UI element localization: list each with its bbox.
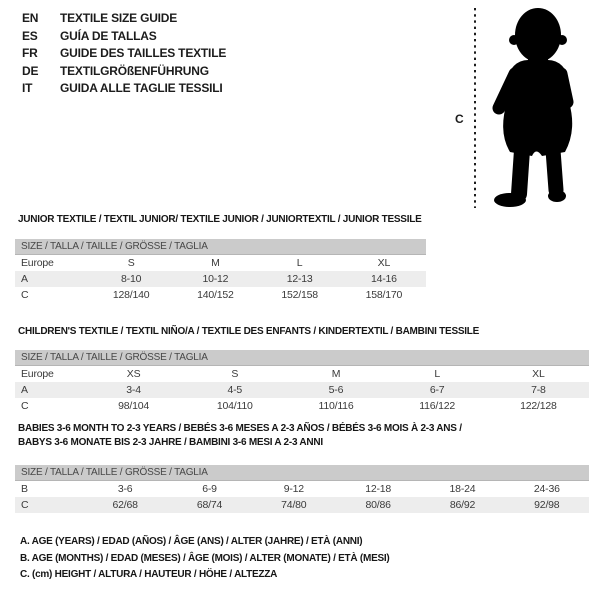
language-row	[22, 63, 226, 81]
value-cell: 152/158	[281, 289, 318, 301]
row-label-cell: Europe	[21, 368, 54, 380]
value-cell: 6-9	[202, 483, 217, 495]
value-cell: L	[296, 257, 303, 269]
baby-silhouette	[494, 8, 572, 207]
language-title: GUIDA ALLE TAGLIE TESSILI	[60, 81, 223, 95]
baby-height-figure	[448, 2, 596, 214]
value-cell: 62/68	[112, 499, 138, 511]
table-title-line: CHILDREN'S TEXTILE / TEXTIL NIÑO/A / TEXTILE DES ENFANTS / KINDERTEXTIL / BAMBINI TESSILE	[18, 326, 480, 337]
language-code: ES	[22, 28, 38, 43]
table-row	[15, 398, 589, 414]
table-row	[15, 382, 589, 398]
value-cell: 6-7	[429, 384, 445, 396]
table-row	[15, 366, 589, 382]
value-cell: 10-12	[202, 273, 229, 285]
value-cell: 24-36	[533, 483, 560, 495]
value-cell: 128/140	[112, 289, 150, 301]
size-table-section-babies	[15, 422, 589, 513]
value-cell: XL	[377, 257, 391, 269]
row-label-cell: A	[21, 384, 28, 396]
size-table-section-junior	[15, 213, 426, 303]
language-row	[22, 45, 226, 63]
language-code: DE	[22, 63, 39, 78]
value-cell: M	[331, 368, 341, 380]
value-cell: L	[434, 368, 440, 380]
row-label-cell: B	[21, 483, 28, 495]
table-row	[15, 481, 589, 497]
value-cell: 140/152	[197, 289, 234, 301]
table-row	[15, 497, 589, 513]
baby-figure-svg	[448, 2, 596, 214]
table-row	[15, 255, 426, 271]
table-row	[15, 271, 426, 287]
value-cell: M	[211, 257, 220, 269]
value-cell: 80/86	[365, 499, 391, 511]
language-list	[22, 10, 226, 98]
size-header-bar: SIZE / TALLA / TAILLE / GRÖSSE / TAGLIA	[15, 239, 426, 255]
table-title-line: BABYS 3-6 MONATE BIS 2-3 JAHRE / BAMBINI 3-6 MESI A 2-3 ANNI	[18, 437, 323, 448]
value-cell: 158/170	[365, 289, 403, 301]
size-table	[15, 255, 426, 303]
value-cell: 104/110	[216, 400, 253, 412]
row-label-cell: C	[21, 289, 29, 301]
size-table-section-children	[15, 325, 589, 414]
size-header-bar: SIZE / TALLA / TAILLE / GRÖSSE / TAGLIA	[15, 465, 589, 481]
value-cell: 8-10	[121, 273, 142, 285]
value-cell: S	[231, 368, 239, 380]
language-title: TEXTILE SIZE GUIDE	[60, 11, 178, 25]
legend-line: C. (cm) HEIGHT / ALTURA / HAUTEUR / HÖHE / ALTEZZA	[20, 569, 278, 580]
language-row	[22, 10, 226, 28]
measurement-legend	[20, 534, 390, 584]
value-cell: XS	[126, 368, 141, 380]
value-cell: 3-6	[117, 483, 133, 495]
legend-line: B. AGE (MONTHS) / EDAD (MESES) / ÂGE (MOIS) / ALTER (MONATE) / ETÀ (MESI)	[20, 552, 390, 564]
value-cell: S	[127, 257, 135, 269]
value-cell: 122/128	[520, 400, 557, 412]
legend-line: A. AGE (YEARS) / EDAD (AÑOS) / ÂGE (ANS) / ALTER (JAHRE) / ETÀ (ANNI)	[20, 536, 363, 547]
table-title	[18, 325, 589, 339]
value-cell: 12-18	[365, 483, 392, 495]
table-row	[15, 287, 426, 303]
value-cell: 86/92	[449, 499, 476, 511]
value-cell: 68/74	[196, 499, 223, 511]
value-cell: 74/80	[281, 499, 307, 511]
value-cell: 18-24	[449, 483, 476, 495]
row-label-cell: C	[21, 499, 29, 511]
table-title	[18, 213, 426, 227]
size-header-bar: SIZE / TALLA / TAILLE / GRÖSSE / TAGLIA	[15, 350, 589, 366]
value-cell: 4-5	[227, 384, 243, 396]
value-cell: 14-16	[370, 273, 397, 285]
language-code: IT	[22, 81, 33, 95]
height-label: C	[455, 112, 464, 126]
value-cell: XL	[532, 368, 545, 380]
value-cell: 116/122	[419, 400, 456, 412]
table-title	[18, 422, 589, 450]
language-title: TEXTILGRÖßENFÜHRUNG	[60, 63, 209, 78]
table-title-line: BABIES 3-6 MONTH TO 2-3 YEARS / BEBÉS 3-6 MESES A 2-3 AÑOS / BÉBÉS 3-6 MOIS À 2-3 ANS /	[18, 423, 462, 434]
size-table	[15, 366, 589, 414]
language-code: EN	[22, 11, 39, 25]
value-cell: 3-4	[126, 384, 141, 396]
value-cell: 92/98	[534, 499, 560, 511]
row-label-cell: A	[21, 273, 28, 285]
table-title-line: JUNIOR TEXTILE / TEXTIL JUNIOR/ TEXTILE JUNIOR / JUNIORTEXTIL / JUNIOR TESSILE	[18, 214, 422, 225]
value-cell: 110/116	[318, 400, 354, 412]
value-cell: 98/104	[118, 400, 150, 412]
value-cell: 9-12	[283, 483, 304, 495]
size-table	[15, 481, 589, 513]
language-code: FR	[22, 46, 38, 60]
language-title: GUIDE DES TAILLES TEXTILE	[60, 46, 227, 60]
language-title: GUÍA DE TALLAS	[60, 28, 157, 43]
value-cell: 12-13	[286, 273, 313, 285]
row-label-cell: Europe	[21, 257, 54, 269]
language-row	[22, 80, 226, 98]
value-cell: 5-6	[328, 384, 344, 396]
row-label-cell: C	[21, 400, 29, 412]
language-row	[22, 28, 226, 46]
value-cell: 7-8	[531, 384, 546, 396]
